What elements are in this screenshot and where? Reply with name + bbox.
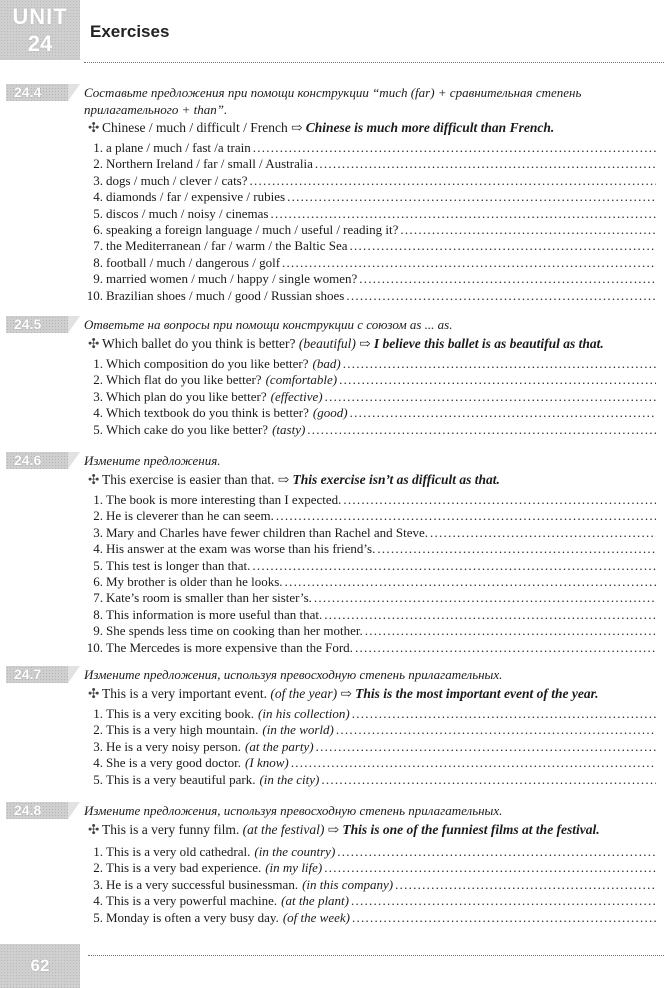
answer-blank[interactable] [291, 755, 656, 771]
exercise-number-badge [6, 666, 78, 683]
item-hint: (of the week) [282, 909, 350, 925]
answer-blank[interactable] [352, 706, 656, 722]
item-text: Which flat do you like better? [106, 372, 262, 388]
item-hint: (good) [312, 405, 348, 421]
example-answer: This is the most important event of the year. [355, 686, 599, 701]
item-text: This is a very old cathedral. [106, 844, 251, 859]
example-line [88, 472, 500, 488]
item-number: 10. [86, 287, 103, 303]
exercise-items [84, 140, 656, 304]
list-item [84, 558, 656, 574]
list-item [84, 372, 656, 388]
item-text: Which cake do you like better? [106, 421, 269, 437]
answer-blank[interactable] [324, 607, 656, 623]
example-line [88, 686, 599, 702]
list-item [84, 541, 656, 557]
item-hint: (in the world) [262, 722, 334, 738]
list-item [84, 389, 656, 405]
plus-bullet-icon: ✣ [88, 822, 100, 837]
item-text: This test is longer than that. [106, 557, 251, 573]
answer-blank[interactable] [351, 893, 656, 909]
example-answer: This is one of the funniest films at the festival. [342, 822, 600, 837]
example-prompt: This exercise is easier than that. [102, 472, 275, 487]
list-item [84, 574, 656, 590]
item-number: 3. [93, 876, 103, 892]
item-text: Kate’s room is smaller than her sister’s. [106, 590, 312, 606]
exercise-instruction: Измените предложения, используя превосходную степень прилагательных. [84, 667, 503, 682]
example-answer: I believe this ballet is as beautiful as that. [373, 336, 604, 351]
list-item [84, 156, 656, 172]
arrow-right-icon: ⇨ [327, 822, 340, 837]
item-text: a plane / much / fast /a train [106, 140, 251, 155]
exercise-number: 24.5 [14, 316, 42, 332]
answer-blank[interactable] [352, 910, 656, 926]
item-number: 1. [93, 140, 103, 155]
list-item [84, 356, 656, 372]
list-item [84, 877, 656, 893]
item-text: diamonds / far / expensive / rubies [106, 189, 286, 205]
answer-blank[interactable] [377, 541, 656, 557]
item-hint: (tasty) [272, 421, 306, 437]
exercise-instruction: Измените предложения, используя превосходную степень прилагательных. [84, 803, 503, 818]
exercise-number-badge [6, 316, 78, 333]
answer-blank[interactable] [253, 140, 656, 156]
exercise-items [84, 492, 656, 656]
item-number: 1. [93, 844, 103, 859]
list-item [84, 910, 656, 926]
unit-label: UNIT [12, 4, 68, 29]
list-item [84, 173, 656, 189]
exercise-items [84, 844, 656, 926]
example-line [88, 336, 604, 352]
item-hint: (in my life) [265, 860, 323, 876]
answer-blank[interactable] [324, 860, 656, 876]
answer-blank[interactable] [430, 525, 656, 541]
item-hint: (at the party) [245, 738, 314, 754]
answer-blank[interactable] [282, 255, 656, 271]
list-item [84, 772, 656, 788]
item-number: 1. [93, 706, 103, 721]
list-item [84, 623, 656, 639]
item-number: 4. [93, 541, 103, 557]
item-number: 2. [93, 156, 103, 172]
answer-blank[interactable] [355, 640, 656, 656]
unit-badge [0, 0, 80, 60]
item-text: Northern Ireland / far / small / Australia [106, 156, 313, 172]
item-text: The book is more interesting than I expected. [106, 492, 342, 507]
item-hint: (I know) [245, 755, 289, 771]
answer-blank[interactable] [346, 288, 656, 304]
item-text: married women / much / happy / single women? [106, 271, 358, 287]
answer-blank[interactable] [316, 739, 656, 755]
exercise-items [84, 356, 656, 438]
item-number: 5. [93, 205, 103, 221]
list-item [84, 722, 656, 738]
item-number: 3. [93, 388, 103, 404]
item-number: 4. [93, 189, 103, 205]
item-text: football / much / dangerous / golf [106, 254, 281, 270]
item-hint: (in the city) [259, 771, 320, 787]
item-text: His answer at the exam was worse than his friend’s. [106, 541, 376, 557]
exercise-number-badge [6, 84, 78, 101]
exercise-number-badge [6, 802, 78, 819]
item-number: 4. [93, 893, 103, 909]
answer-blank[interactable] [395, 877, 656, 893]
list-item [84, 271, 656, 287]
unit-number: 24 [27, 31, 53, 56]
answer-blank[interactable] [359, 271, 656, 287]
item-text: This is a very beautiful park. [106, 771, 256, 787]
answer-blank[interactable] [285, 574, 656, 590]
list-item [84, 255, 656, 271]
answer-blank[interactable] [315, 156, 656, 172]
list-item [84, 492, 656, 508]
arrow-right-icon: ⇨ [359, 336, 371, 351]
plus-bullet-icon: ✣ [88, 336, 100, 351]
answer-blank[interactable] [325, 389, 656, 405]
exercise-number: 24.8 [14, 802, 42, 818]
exercise-instruction: Измените предложения. [84, 453, 221, 468]
item-text: The Mercedes is more expensive than the Ford. [106, 639, 353, 655]
item-hint: (in his collection) [258, 706, 350, 721]
example-prompt: This is a very important event. [102, 686, 267, 701]
item-text: the Mediterranean / far / warm / the Baltic Sea [106, 238, 348, 254]
exercise-instruction: Составьте предложения при помощи конструкции “much (far) + сравнительная степень прилагательного + than”. [84, 85, 582, 117]
item-text: Which plan do you like better? [106, 388, 267, 404]
list-item [84, 739, 656, 755]
item-number: 9. [93, 271, 103, 287]
answer-blank[interactable] [339, 372, 656, 388]
item-hint: (at the plant) [281, 893, 350, 909]
item-number: 3. [93, 172, 103, 188]
list-item [84, 405, 656, 421]
list-item [84, 755, 656, 771]
example-answer: This exercise isn’t as difficult as that. [292, 472, 500, 487]
example-hint: (of the year) [270, 686, 338, 701]
list-item [84, 189, 656, 205]
item-number: 2. [93, 860, 103, 876]
example-prompt: Which ballet do you think is better? [102, 336, 296, 351]
answer-blank[interactable] [314, 590, 656, 606]
answer-blank[interactable] [343, 356, 656, 372]
list-item [84, 590, 656, 606]
item-hint: (comfortable) [265, 372, 338, 388]
item-number: 2. [93, 508, 103, 524]
item-hint: (in the country) [254, 844, 336, 859]
item-number: 6. [93, 221, 103, 237]
item-number: 7. [93, 238, 103, 254]
list-item [84, 860, 656, 876]
list-item [84, 706, 656, 722]
exercise-number: 24.7 [14, 666, 42, 682]
plus-bullet-icon: ✣ [88, 686, 100, 701]
item-text: My brother is older than he looks. [106, 573, 283, 589]
item-number: 8. [93, 254, 103, 270]
item-text: This is a very bad experience. [106, 860, 262, 876]
item-number: 1. [93, 356, 103, 371]
list-item [84, 238, 656, 254]
exercise-number: 24.6 [14, 452, 42, 468]
item-hint: (in this company) [302, 876, 394, 892]
answer-blank[interactable] [276, 508, 656, 524]
item-number: 5. [93, 421, 103, 437]
item-number: 9. [93, 623, 103, 639]
answer-blank[interactable] [337, 844, 656, 860]
answer-blank[interactable] [307, 422, 656, 438]
exercise-number: 24.4 [14, 84, 42, 100]
exercise-instruction: Ответьте на вопросы при помощи конструкции с союзом as ... as. [84, 317, 453, 332]
header-divider [84, 62, 664, 63]
answer-blank[interactable] [365, 623, 656, 639]
example-answer: Chinese is much more difficult than French. [305, 120, 555, 135]
page-number: 62 [30, 956, 50, 975]
arrow-right-icon: ⇨ [340, 686, 352, 701]
page-number-box [0, 944, 80, 988]
answer-blank[interactable] [250, 173, 656, 189]
item-hint: (effective) [270, 388, 323, 404]
item-text: speaking a foreign language / much / useful / reading it? [106, 221, 399, 237]
item-number: 5. [93, 771, 103, 787]
item-number: 10. [86, 639, 103, 655]
list-item [84, 422, 656, 438]
item-text: Which composition do you like better? [106, 356, 309, 371]
answer-blank[interactable] [350, 405, 656, 421]
example-hint: (at the festival) [242, 822, 325, 837]
item-number: 2. [93, 722, 103, 738]
item-text: This information is more useful than that. [106, 606, 323, 622]
item-text: He is a very noisy person. [106, 738, 242, 754]
item-text: dogs / much / clever / cats? [106, 172, 248, 188]
item-text: He is a very successful businessman. [106, 876, 299, 892]
item-text: discos / much / noisy / cinemas [106, 205, 269, 221]
answer-blank[interactable] [336, 722, 656, 738]
page-title: Exercises [90, 22, 170, 41]
list-item [84, 140, 656, 156]
answer-blank[interactable] [287, 189, 656, 205]
item-number: 6. [93, 573, 103, 589]
item-number: 5. [93, 557, 103, 573]
item-text: This is a very exciting book. [106, 706, 255, 721]
item-text: She spends less time on cooking than her mother. [106, 623, 363, 639]
item-hint: (bad) [312, 356, 341, 371]
answer-blank[interactable] [400, 222, 656, 238]
plus-bullet-icon: ✣ [88, 472, 100, 487]
item-number: 3. [93, 738, 103, 754]
list-item [84, 222, 656, 238]
example-line [88, 120, 554, 136]
item-text: He is cleverer than he can seem. [106, 508, 274, 524]
list-item [84, 893, 656, 909]
item-number: 1. [93, 492, 103, 507]
item-number: 4. [93, 755, 103, 771]
example-hint: (beautiful) [298, 336, 356, 351]
example-prompt: This is a very funny film. [102, 822, 240, 837]
exercise-items [84, 706, 656, 788]
item-text: Monday is often a very busy day. [106, 909, 279, 925]
item-number: 4. [93, 405, 103, 421]
list-item [84, 844, 656, 860]
list-item [84, 607, 656, 623]
list-item [84, 525, 656, 541]
plus-bullet-icon: ✣ [88, 120, 100, 135]
list-item [84, 508, 656, 524]
answer-blank[interactable] [343, 492, 656, 508]
example-prompt: Chinese / much / difficult / French [102, 120, 288, 135]
answer-blank[interactable] [270, 206, 656, 222]
item-number: 5. [93, 909, 103, 925]
item-text: She is a very good doctor. [106, 755, 242, 771]
item-text: This is a very powerful machine. [106, 893, 278, 909]
footer-divider [88, 955, 664, 956]
item-text: This is a very high mountain. [106, 722, 259, 738]
exercise-number-badge [6, 452, 78, 469]
item-text: Which textbook do you think is better? [106, 405, 309, 421]
item-number: 3. [93, 524, 103, 540]
list-item [84, 288, 656, 304]
arrow-right-icon: ⇨ [277, 472, 290, 487]
item-number: 2. [93, 372, 103, 388]
list-item [84, 640, 656, 656]
item-text: Brazilian shoes / much / good / Russian shoes [106, 287, 345, 303]
arrow-right-icon: ⇨ [291, 120, 303, 135]
item-number: 8. [93, 606, 103, 622]
item-text: Mary and Charles have fewer children than Rachel and Steve. [106, 524, 428, 540]
answer-blank[interactable] [252, 558, 656, 574]
list-item [84, 206, 656, 222]
answer-blank[interactable] [321, 772, 656, 788]
example-line [88, 822, 600, 838]
answer-blank[interactable] [349, 238, 656, 254]
item-number: 7. [93, 590, 103, 606]
